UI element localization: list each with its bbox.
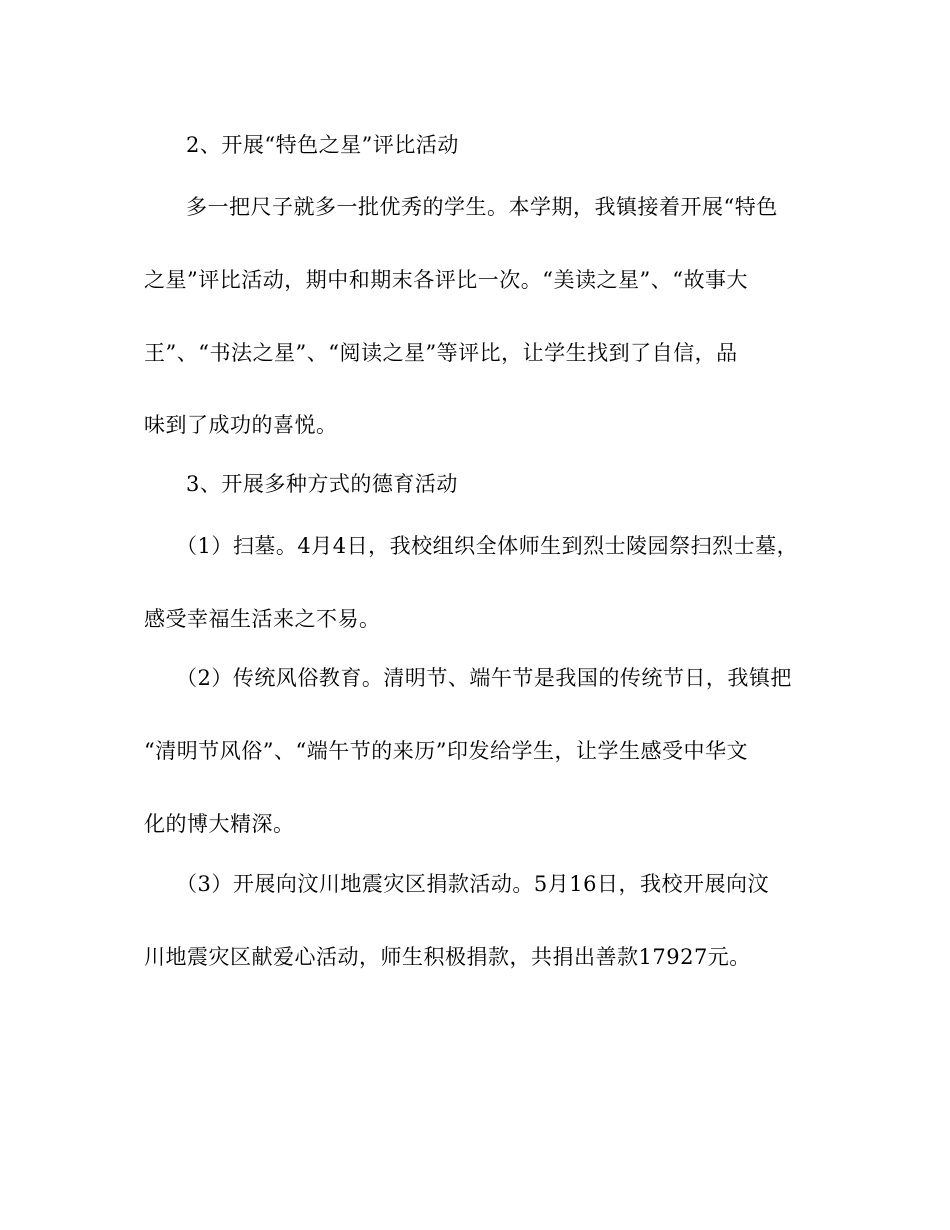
paragraph-line: 味到了成功的喜悦。 bbox=[144, 413, 338, 437]
paragraph-line: 多一把尺子就多一批优秀的学生。本学期，我镇接着开展“特色 bbox=[186, 195, 778, 219]
paragraph-line: 感受幸福生活来之不易。 bbox=[144, 607, 381, 631]
paragraph-line: （2）传统风俗教育。清明节、端午节是我国的传统节日，我镇把 bbox=[176, 666, 792, 690]
paragraph-line: 王”、“书法之星”、“阅读之星”等评比，让学生找到了自信，品 bbox=[144, 341, 738, 365]
paragraph-line: 川地震灾区献爱心活动，师生积极捐款，共捐出善款17927元。 bbox=[144, 945, 751, 969]
paragraph-line: （3）开展向汶川地震灾区捐款活动。5月16日，我校开展向汶 bbox=[176, 872, 769, 896]
paragraph-line: 之星”评比活动，期中和期末各评比一次。“美读之星”、“故事大 bbox=[144, 268, 748, 292]
section-heading-2: 2、开展“特色之星”评比活动 bbox=[186, 133, 459, 157]
paragraph-line: （1）扫墓。4月4日，我校组织全体师生到烈士陵园祭扫烈士墓， bbox=[176, 534, 799, 558]
paragraph-line: 化的博大精深。 bbox=[144, 812, 295, 836]
section-heading-3: 3、开展多种方式的德育活动 bbox=[186, 472, 458, 496]
paragraph-line: “清明节风俗”、“端午节的来历”印发给学生，让学生感受中华文 bbox=[144, 739, 748, 763]
